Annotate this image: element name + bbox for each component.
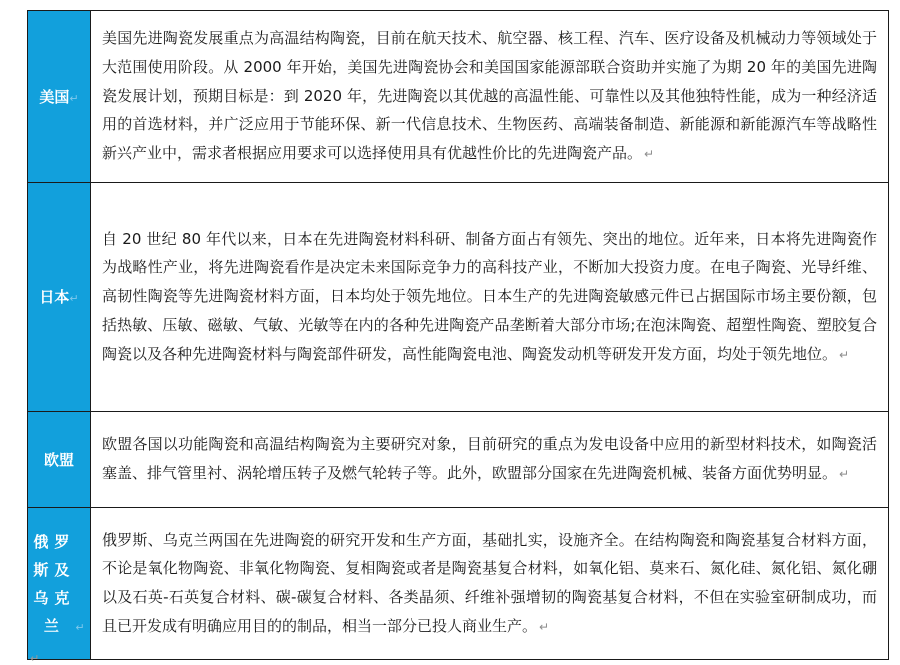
paragraph-mark: ↵: [839, 467, 850, 481]
row-text: 自 20 世纪 80 年代以来，日本在先进陶瓷材料科研、制备方面占有领先、突出的地位。近年来，日本将先进陶瓷作为战略性产业，将先进陶瓷看作是决定未来国际竞争力的高科技产业，不断加大投资力度。在电子陶瓷、光导纤维、高韧性陶瓷等先进陶瓷材料方面，日本均处于领先地位。日本生产的先进陶瓷敏感元件已占据国际市场主要份额，包括热敏、压敏、磁敏、气敏、光敏等在内的各种先进陶瓷产品垄断着大部分市场;在泡沫陶瓷、超塑性陶瓷、塑胶复合陶瓷以及各种先进陶瓷材料与陶瓷部件研发，高性能陶瓷电池、陶瓷发动机等研发开发方面，均处于领先地位。: [102, 229, 877, 363]
row-label: 欧盟: [43, 450, 74, 469]
paragraph-mark: ↵: [75, 620, 85, 634]
table-row-eu: [28, 412, 889, 508]
paragraph-mark: ↵: [539, 619, 550, 634]
country-comparison-table: [27, 10, 889, 660]
row-label-cell: [28, 412, 91, 508]
row-content-cell: [91, 183, 889, 412]
row-label: 美国: [39, 87, 70, 106]
row-label-cell: [28, 508, 91, 660]
row-label-cell: [28, 183, 91, 412]
paragraph-mark: ↵: [644, 147, 655, 162]
table-row-russia-ukraine: [28, 508, 889, 660]
table-row-japan: [28, 183, 889, 412]
table-row-usa: [28, 11, 889, 183]
row-text: 俄罗斯、乌克兰两国在先进陶瓷的研究开发和生产方面，基础扎实，设施齐全。在结构陶瓷和陶瓷基复合材料方面，不论是氧化物陶瓷、非氧化物陶瓷、复相陶瓷或者是陶瓷基复合材料，如氧化铝、莫来石、氮化硅、氮化铝、氮化硼以及石英-石英复合材料、碳-碳复合材料、各类晶须、纤维补强增韧的陶瓷基复合材料，不但在实验室研制成功，而且已开发成有明确应用目的的制品，相当一部分已投人商业生产。: [102, 530, 877, 635]
trailing-paragraph-mark: ↵: [30, 652, 40, 665]
paragraph-mark: ↵: [69, 91, 79, 105]
row-label: 俄罗 斯及 乌克 兰: [33, 532, 76, 635]
row-content-cell: [91, 412, 889, 508]
row-text: 美国先进陶瓷发展重点为高温结构陶瓷，目前在航天技术、航空器、核工程、汽车、医疗设备及机械动力等领域处于大范围使用阶段。从 2000 年开始，美国先进陶瓷协会和美国国家能源部联合资助并实施了为期 20 年的美国先进陶瓷发展计划，预期目标是：到 2020 年，先进陶瓷以其优越的高温性能、可靠性以及其他独特性能，成为一种经济适用的首选材料，并广泛应用于节能环保、新一代信息技术、生物医药、高端装备制造、新能源和新能源汽车等战略性新兴产业中，需求者根据应用要求可以选择使用具有优越性价比的先进陶瓷产品。: [102, 29, 877, 163]
row-content-cell: [91, 508, 889, 660]
row-text: 欧盟各国以功能陶瓷和高温结构陶瓷为主要研究对象，目前研究的重点为发电设备中应用的新型材料技术，如陶瓷活塞盖、排气管里衬、涡轮增压转子及燃气轮转子等。此外，欧盟部分国家在先进陶瓷机械、装备方面优势明显。: [102, 435, 877, 482]
paragraph-mark: ↵: [69, 292, 79, 305]
row-label: 日本: [39, 288, 70, 306]
paragraph-mark: ↵: [839, 347, 850, 362]
row-label-cell: [28, 11, 91, 183]
row-content-cell: [91, 11, 889, 183]
